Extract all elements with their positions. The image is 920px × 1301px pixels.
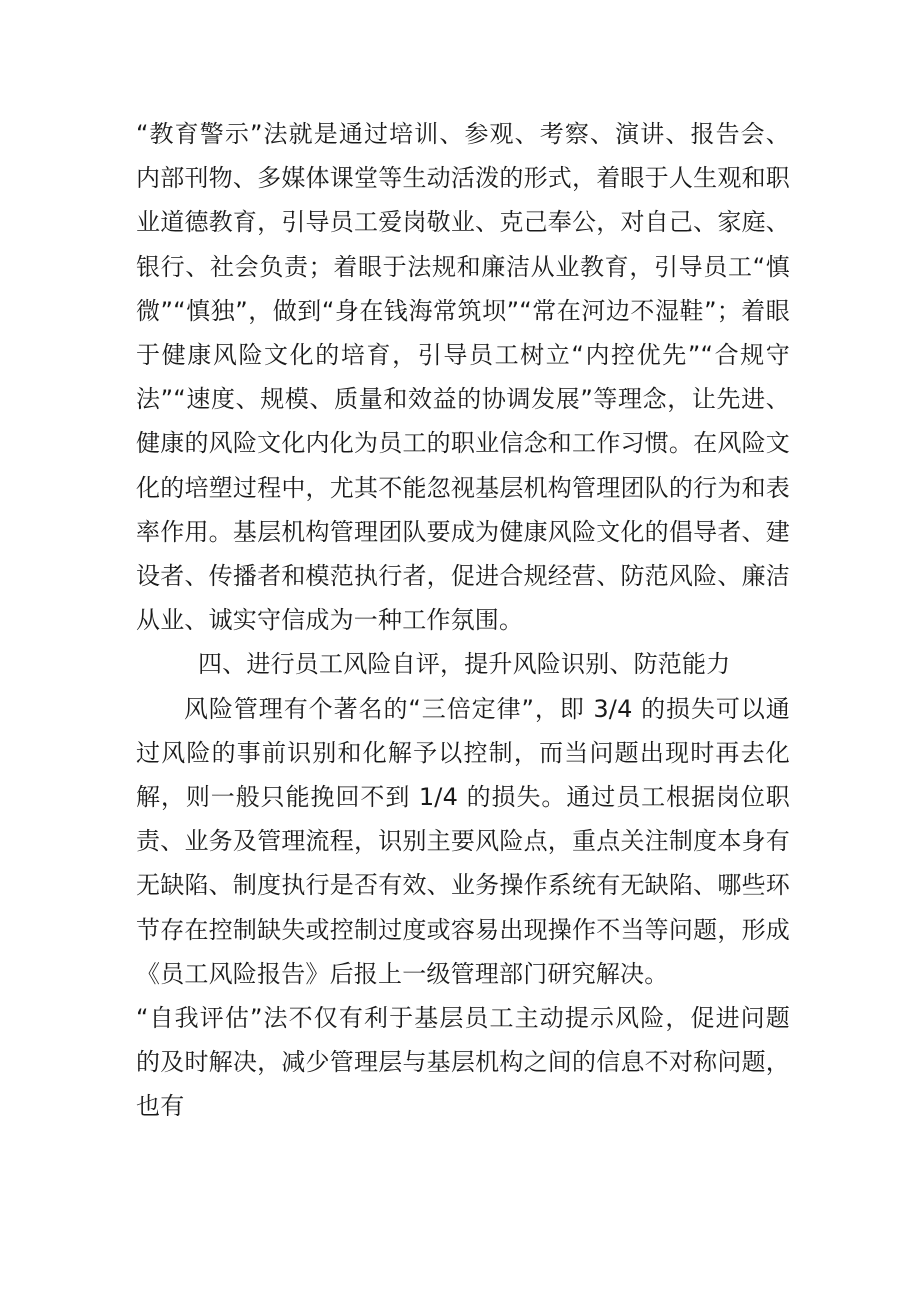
document-body [136,112,790,1129]
paragraph-education-warning: “教育警示”法就是通过培训、参观、考察、演讲、报告会、内部刊物、多媒体课堂等生动活泼的形式，着眼于人生观和职业道德教育，引导员工爱岗敬业、克己奉公，对自己、家庭、银行、社会负责；着眼于法规和廉洁从业教育，引导员工“慎微”“慎独”，做到“身在钱海常筑坝”“常在河边不湿鞋”；着眼于健康风险文化的培育，引导员工树立“内控优先”“合规守法”“速度、规模、质量和效益的协调发展”等理念，让先进、健康的风险文化内化为员工的职业信念和工作习惯。在风险文化的培塑过程中，尤其不能忽视基层机构管理团队的行为和表率作用。基层机构管理团队要成为健康风险文化的倡导者、建设者、传播者和模范执行者，促进合规经营、防范风险、廉洁从业、诚实守信成为一种工作氛围。 [136,120,790,635]
paragraph-self-assessment: “自我评估”法不仅有利于基层员工主动提示风险，促进问题的及时解决，减少管理层与基层机构之间的信息不对称问题，也有 [136,1004,790,1121]
section-heading: 四、进行员工风险自评，提升风险识别、防范能力 [198,650,731,679]
paragraph-triple-law: 风险管理有个著名的“三倍定律”，即 3/4 的损失可以通过风险的事前识别和化解予以控制，而当问题出现时再去化解，则一般只能挽回不到 1/4 的损失。通过员工根据岗位职责、业务及管理流程，识别主要风险点，重点关注制度本身有无缺陷、制度执行是否有效、业务操作系统有无缺陷、哪些环节存在控制缺失或控制过度或容易出现操作不当等问题，形成《员工风险报告》后报上一级管理部门研究解决。 [136,694,790,988]
